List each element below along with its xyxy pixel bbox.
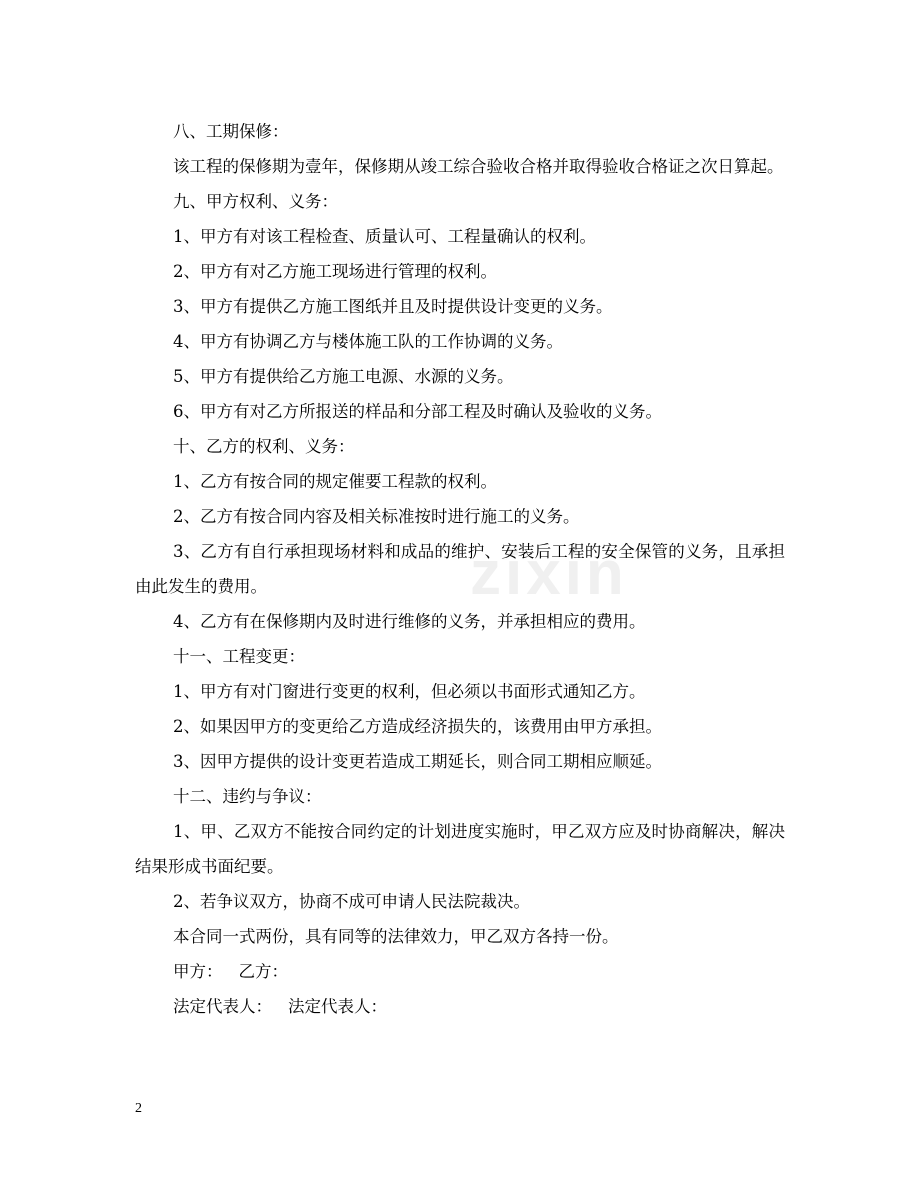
warranty-paragraph: 该工程的保修期为壹年，保修期从竣工综合验收合格并取得验收合格证之次日算起。: [173, 157, 784, 176]
copies-statement: 本合同一式两份，具有同等的法律效力，甲乙双方各持一份。: [173, 927, 619, 946]
party-a-clause: 3、甲方有提供乙方施工图纸并且及时提供设计变更的义务。: [173, 297, 613, 316]
disputes-clause: 1、甲、乙双方不能按合同约定的计划进度实施时，甲乙双方应及时协商解决，解决结果形成书面纪要。: [135, 822, 785, 876]
party-b-representative-label: 法定代表人：: [288, 997, 387, 1016]
party-a-clause: 2、甲方有对乙方施工现场进行管理的权利。: [173, 262, 497, 281]
party-a-clause: 1、甲方有对该工程检查、质量认可、工程量确认的权利。: [173, 227, 596, 246]
party-b-label: 乙方：: [238, 962, 288, 981]
party-b-clause: 4、乙方有在保修期内及时进行维修的义务，并承担相应的费用。: [173, 612, 646, 631]
page-number: 2: [135, 1101, 142, 1116]
party-a-clause: 5、甲方有提供给乙方施工电源、水源的义务。: [173, 367, 514, 386]
disputes-clause: 2、若争议双方，协商不成可申请人民法院裁决。: [173, 892, 530, 911]
changes-clause: 2、如果因甲方的变更给乙方造成经济损失的，该费用由甲方承担。: [173, 717, 662, 736]
document-body: [135, 114, 785, 1024]
party-a-label: 甲方：: [173, 962, 223, 981]
representative-signature-row: [135, 989, 785, 1024]
party-a-clause: 4、甲方有协调乙方与楼体施工队的工作协调的义务。: [173, 332, 563, 351]
party-b-clause: 3、乙方有自行承担现场材料和成品的维护、安装后工程的安全保管的义务，且承担由此发生的费用。: [135, 542, 785, 596]
section-heading-changes: 十一、工程变更：: [173, 647, 305, 666]
changes-clause: 1、甲方有对门窗进行变更的权利，但必须以书面形式通知乙方。: [173, 682, 646, 701]
party-b-clause: 1、乙方有按合同的规定催要工程款的权利。: [173, 472, 497, 491]
changes-clause: 3、因甲方提供的设计变更若造成工期延长，则合同工期相应顺延。: [173, 752, 662, 771]
party-b-clause: 2、乙方有按合同内容及相关标准按时进行施工的义务。: [173, 507, 580, 526]
section-heading-warranty: 八、工期保修：: [173, 122, 289, 141]
watermark: zixin: [470, 539, 628, 608]
party-a-representative-label: 法定代表人：: [173, 997, 272, 1016]
party-signature-row: [135, 954, 785, 989]
section-heading-party-a-rights: 九、甲方权利、义务：: [173, 192, 338, 211]
section-heading-disputes: 十二、违约与争议：: [173, 787, 322, 806]
party-a-clause: 6、甲方有对乙方所报送的样品和分部工程及时确认及验收的义务。: [173, 402, 662, 421]
section-heading-party-b-rights: 十、乙方的权利、义务：: [173, 437, 355, 456]
